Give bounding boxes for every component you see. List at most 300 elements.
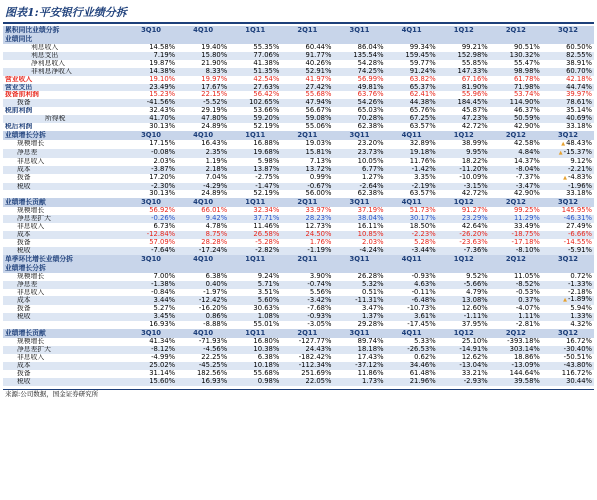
value-text: 5.60%: [257, 296, 280, 304]
table-row: [3, 190, 594, 198]
value-cell: [333, 52, 385, 60]
value-cell: [542, 289, 594, 297]
value-text: 50.59%: [513, 115, 540, 123]
value-cell: [177, 60, 229, 68]
value-cell: [386, 123, 438, 131]
value-cell: [438, 183, 490, 191]
value-cell: [125, 84, 177, 92]
value-text: 11.76%: [409, 157, 436, 165]
value-cell: [333, 76, 385, 84]
value-text: 41.97%: [305, 75, 332, 83]
value-cell: [125, 158, 177, 166]
value-text: 38.99%: [461, 139, 488, 148]
value-text: -2.81%: [515, 321, 540, 329]
value-text: 99.21%: [461, 44, 488, 51]
value-cell: [281, 99, 333, 107]
value-cell: [177, 140, 229, 149]
quarter-header-cell: 2Q12: [490, 255, 542, 264]
value-text: -3.15%: [463, 182, 488, 190]
value-cell: [177, 296, 229, 305]
value-text: 17.43%: [357, 353, 384, 361]
value-text: 42.72%: [461, 123, 488, 131]
value-text: 59.08%: [305, 115, 332, 123]
value-cell: [177, 289, 229, 297]
value-cell: [177, 115, 229, 123]
value-text: 10.85%: [357, 231, 384, 239]
value-text: 71.98%: [513, 83, 540, 91]
value-text: 37.95%: [461, 321, 488, 329]
quarter-header-cell: 2Q11: [281, 198, 333, 207]
section-header-row: [3, 26, 594, 35]
value-text: -26.20%: [459, 231, 488, 239]
value-text: 25.10%: [461, 338, 488, 346]
value-cell: [490, 91, 542, 99]
value-cell: [177, 362, 229, 370]
value-cell: [438, 354, 490, 362]
value-text: 19.87%: [149, 59, 176, 67]
quarter-header-cell: 3Q10: [125, 26, 177, 35]
value-text: 41.70%: [149, 115, 176, 123]
value-text: 13.87%: [253, 165, 280, 173]
value-cell: [542, 123, 594, 131]
table-row: [3, 149, 594, 158]
value-cell: [386, 346, 438, 354]
value-text: 11.29%: [513, 215, 540, 223]
value-text: 55.96%: [461, 91, 488, 99]
value-text: 9.24%: [257, 272, 280, 280]
table-row: [3, 338, 594, 346]
value-cell: [229, 91, 281, 99]
value-text: 40.69%: [566, 115, 592, 123]
value-cell: [333, 183, 385, 191]
value-cell: [333, 190, 385, 198]
value-text: 63.57%: [409, 190, 436, 198]
value-cell: [333, 273, 385, 281]
value-cell: [542, 149, 594, 158]
value-text: 24.50%: [305, 231, 332, 239]
value-text: -18.75%: [511, 231, 540, 239]
row-label: 利息收入: [31, 44, 59, 51]
table-row: [3, 370, 594, 378]
value-text: 91.77%: [305, 51, 332, 59]
value-cell: [281, 107, 333, 115]
value-text: 37.71%: [253, 215, 280, 223]
quarter-header-cell: 4Q11: [386, 198, 438, 207]
value-cell: [281, 52, 333, 60]
value-text: 23.73%: [357, 148, 384, 157]
value-cell: [490, 190, 542, 198]
value-cell: [542, 321, 594, 329]
value-text: 26.58%: [253, 231, 280, 239]
value-text: 26.28%: [357, 272, 384, 280]
value-text: 56.99%: [357, 75, 384, 83]
value-text: 40.26%: [305, 59, 332, 67]
value-text: 63.82%: [409, 75, 436, 83]
value-text: 49.81%: [357, 83, 384, 91]
value-cell: [490, 281, 542, 289]
quarter-header-cell: 2Q12: [490, 131, 542, 140]
value-cell: [125, 183, 177, 191]
value-text: -11.31%: [355, 296, 384, 304]
value-cell: [490, 183, 542, 191]
value-cell: [177, 231, 229, 239]
value-cell: [229, 44, 281, 52]
value-text: -0.11%: [411, 288, 436, 296]
value-cell: [281, 370, 333, 378]
value-text: 19.97%: [201, 75, 228, 83]
value-cell: [177, 166, 229, 174]
value-cell: [229, 115, 281, 123]
value-text: -1.47%: [255, 182, 280, 190]
value-cell: [125, 174, 177, 183]
value-cell: [438, 207, 490, 215]
value-cell: [333, 362, 385, 370]
value-text: 116.72%: [561, 369, 592, 377]
value-cell: [229, 370, 281, 378]
value-text: 16.80%: [253, 338, 280, 346]
value-cell: [333, 346, 385, 354]
row-label: 非息收入: [17, 353, 45, 361]
value-cell: [177, 149, 229, 158]
value-text: 56.67%: [305, 107, 332, 115]
value-cell: [542, 166, 594, 174]
value-text: -5.91%: [567, 246, 592, 254]
row-label: 规模增长: [17, 338, 45, 346]
value-text: -7.36%: [463, 246, 488, 254]
quarter-header-cell: 1Q11: [229, 255, 281, 264]
quarter-header-cell: 2Q11: [281, 329, 333, 338]
row-label: 税收: [3, 247, 125, 255]
value-cell: [542, 239, 594, 247]
row-label: 税收: [3, 378, 125, 386]
value-cell: [177, 215, 229, 223]
value-text: 53.74%: [513, 91, 540, 99]
value-cell: [438, 99, 490, 107]
quarter-header-cell: 1Q12: [438, 198, 490, 207]
value-cell: [386, 140, 438, 149]
value-text: 37.19%: [357, 207, 384, 215]
row-label: 成本: [3, 231, 125, 239]
table-row: [3, 231, 594, 239]
row-label: 成本: [3, 166, 125, 174]
value-cell: [125, 247, 177, 255]
section-header-label: 业绩增长分拆: [3, 131, 125, 140]
value-text: 22.25%: [201, 353, 228, 361]
value-text: 3.51%: [257, 288, 280, 296]
value-cell: [229, 231, 281, 239]
value-cell: [125, 91, 177, 99]
quarter-header-cell: [281, 264, 333, 273]
value-text: 19.18%: [409, 148, 436, 157]
value-cell: [281, 115, 333, 123]
value-text: 0.51%: [361, 288, 384, 296]
value-text: 42.90%: [513, 123, 540, 131]
value-cell: [438, 281, 490, 289]
value-text: 54.26%: [357, 99, 384, 107]
value-cell: [125, 215, 177, 223]
value-cell: [229, 321, 281, 329]
quarter-header-cell: 1Q12: [438, 329, 490, 338]
section-header-row: [3, 264, 594, 273]
quarter-header-cell: 2Q11: [281, 131, 333, 140]
value-text: -3.42%: [307, 296, 332, 304]
value-text: -127.77%: [298, 338, 332, 346]
value-cell: [438, 296, 490, 305]
value-text: 42.58%: [513, 139, 540, 148]
value-text: 31.14%: [149, 369, 176, 377]
value-cell: [229, 107, 281, 115]
value-cell: [125, 346, 177, 354]
value-text: -4.29%: [203, 182, 228, 190]
value-text: 7.04%: [205, 173, 228, 182]
value-cell: [490, 354, 542, 362]
quarter-header-cell: 4Q11: [386, 255, 438, 264]
value-text: 3.35%: [414, 173, 436, 182]
value-cell: [490, 305, 542, 313]
value-cell: [125, 44, 177, 52]
value-text: 144.64%: [509, 369, 540, 377]
value-text: 54.28%: [357, 59, 384, 67]
row-label: 税后利润: [5, 123, 33, 131]
value-text: -1.96%: [567, 182, 592, 190]
value-cell: [542, 215, 594, 223]
value-cell: [333, 123, 385, 131]
value-cell: [229, 215, 281, 223]
value-text: 52.19%: [253, 123, 280, 131]
value-cell: [542, 296, 594, 305]
value-cell: [125, 52, 177, 60]
value-text: -1.89%: [567, 296, 592, 304]
value-cell: [490, 174, 542, 183]
value-cell: [281, 91, 333, 99]
value-text: 33.49%: [513, 223, 540, 231]
value-cell: [125, 338, 177, 346]
quarter-header-cell: 4Q10: [177, 329, 229, 338]
value-cell: [177, 174, 229, 183]
value-text: 98.98%: [513, 67, 540, 75]
value-cell: [542, 305, 594, 313]
value-text: 10.18%: [253, 361, 280, 369]
value-cell: [386, 207, 438, 215]
value-text: 102.65%: [249, 99, 280, 107]
value-cell: [490, 346, 542, 354]
table-row: [3, 123, 594, 131]
value-cell: [542, 207, 594, 215]
value-cell: [125, 166, 177, 174]
flag-triangle-icon: ▲: [563, 174, 567, 181]
flag-triangle-icon: ▲: [563, 297, 567, 304]
value-text: 16.11%: [357, 223, 384, 231]
value-text: 5.56%: [309, 288, 332, 296]
value-text: -393.18%: [507, 338, 540, 346]
value-text: 66.01%: [201, 207, 228, 215]
value-text: 86.04%: [357, 44, 384, 51]
value-cell: [281, 158, 333, 166]
value-text: 55.68%: [253, 369, 280, 377]
value-text: -1.38%: [151, 280, 176, 288]
table-row: [3, 321, 594, 329]
value-text: 4.32%: [570, 321, 592, 329]
row-label: 利息支出: [3, 52, 125, 60]
value-text: 11.46%: [253, 223, 280, 231]
value-cell: [438, 149, 490, 158]
quarter-header-cell: 3Q12: [542, 26, 594, 35]
value-cell: [490, 289, 542, 297]
value-text: 15.60%: [149, 377, 176, 385]
value-cell: [438, 378, 490, 386]
value-cell: [177, 281, 229, 289]
value-text: 4.78%: [205, 223, 228, 231]
value-text: 4.84%: [518, 148, 540, 157]
value-text: 51.35%: [253, 67, 280, 75]
table-row: [3, 68, 594, 76]
value-text: -5.66%: [463, 280, 488, 288]
value-text: 1.11%: [518, 313, 540, 321]
value-text: 21.96%: [409, 377, 436, 385]
value-text: 4.79%: [466, 288, 488, 296]
value-cell: [281, 281, 333, 289]
value-text: 130.32%: [509, 51, 540, 59]
value-cell: [386, 273, 438, 281]
value-text: 29.19%: [201, 107, 228, 115]
row-label: 营业收入: [5, 75, 33, 83]
value-cell: [281, 44, 333, 52]
quarter-header-cell: [438, 264, 490, 273]
value-text: -0.84%: [151, 288, 176, 296]
performance-table: [3, 26, 594, 386]
value-cell: [333, 207, 385, 215]
value-text: 91.24%: [409, 67, 436, 75]
value-text: -14.91%: [459, 346, 488, 353]
value-cell: [438, 68, 490, 76]
value-text: 10.38%: [253, 346, 280, 353]
source-note: 来源:公司数据，国金证券研究所: [3, 389, 594, 399]
value-text: 9.95%: [466, 148, 488, 157]
value-text: 0.72%: [570, 272, 592, 280]
value-cell: [177, 305, 229, 313]
value-cell: [438, 239, 490, 247]
value-text: 5.28%: [414, 238, 436, 246]
value-cell: [229, 281, 281, 289]
value-cell: [229, 223, 281, 231]
table-row: [3, 166, 594, 174]
value-text: 67.25%: [409, 115, 436, 123]
value-text: -43.80%: [563, 361, 592, 369]
row-label: 拨备: [17, 369, 31, 377]
value-text: 3.47%: [361, 305, 384, 313]
value-text: 15.81%: [305, 148, 332, 157]
value-text: 22.15%: [201, 91, 228, 99]
value-cell: [542, 247, 594, 255]
value-text: 16.93%: [201, 377, 228, 385]
value-cell: [125, 68, 177, 76]
value-text: -0.26%: [151, 215, 176, 223]
value-cell: [490, 123, 542, 131]
value-text: -30.40%: [563, 346, 592, 353]
quarter-header-cell: 1Q11: [229, 329, 281, 338]
quarter-header-cell: 3Q12: [542, 329, 594, 338]
value-text: 1.27%: [361, 173, 384, 182]
value-cell: [125, 362, 177, 370]
table-row: [3, 107, 594, 115]
value-text: -4.83%: [567, 173, 592, 181]
value-text: 55.01%: [253, 321, 280, 329]
value-cell: [281, 215, 333, 223]
value-cell: [229, 239, 281, 247]
quarter-header-cell: 3Q11: [333, 198, 385, 207]
value-text: -182.42%: [298, 353, 332, 361]
value-cell: [490, 321, 542, 329]
value-cell: [542, 76, 594, 84]
value-text: 251.69%: [301, 369, 332, 377]
value-cell: [229, 123, 281, 131]
value-text: 14.58%: [149, 44, 176, 51]
value-text: 10.05%: [357, 157, 384, 165]
value-text: 42.18%: [566, 75, 592, 83]
quarter-header-cell: 2Q11: [281, 255, 333, 264]
value-text: -0.53%: [515, 288, 540, 296]
value-cell: [438, 84, 490, 92]
row-label: [3, 190, 125, 198]
value-text: 45.87%: [461, 107, 488, 115]
value-text: -4.56%: [203, 346, 228, 353]
value-cell: [386, 296, 438, 305]
value-cell: [333, 247, 385, 255]
value-cell: [542, 354, 594, 362]
value-cell: [125, 313, 177, 321]
value-text: 2.03%: [361, 238, 384, 246]
value-cell: [333, 223, 385, 231]
value-cell: [542, 44, 594, 52]
value-cell: [177, 346, 229, 354]
value-text: 61.78%: [513, 75, 540, 83]
value-text: 46.37%: [513, 107, 540, 115]
row-label: 成本: [3, 296, 125, 305]
flag-triangle-icon: ▲: [561, 140, 566, 147]
value-cell: [386, 305, 438, 313]
value-text: 30.63%: [253, 305, 280, 313]
value-text: -17.18%: [511, 238, 540, 246]
value-text: 56.92%: [149, 207, 176, 215]
value-text: 15.23%: [149, 91, 176, 99]
row-label: 拨备: [17, 238, 31, 246]
table-body: [3, 26, 594, 386]
value-cell: [490, 68, 542, 76]
quarter-header-cell: 3Q10: [125, 255, 177, 264]
table-row: [3, 99, 594, 107]
value-text: 51.73%: [409, 207, 436, 215]
value-cell: [229, 338, 281, 346]
quarter-header-cell: [177, 35, 229, 44]
value-cell: [177, 190, 229, 198]
value-cell: [386, 321, 438, 329]
section-header-label: 单季环比增长业绩分拆: [3, 255, 125, 264]
value-cell: [542, 338, 594, 346]
value-text: 17.20%: [149, 173, 176, 182]
value-cell: [125, 305, 177, 313]
value-text: -71.93%: [198, 338, 228, 346]
value-cell: [490, 239, 542, 247]
value-text: 63.76%: [357, 91, 384, 99]
table-row: [3, 378, 594, 386]
value-text: 22.05%: [305, 377, 332, 385]
value-cell: [281, 289, 333, 297]
value-text: 55.85%: [461, 59, 488, 67]
value-cell: [438, 115, 490, 123]
value-cell: [281, 174, 333, 183]
value-cell: [281, 166, 333, 174]
value-cell: [386, 174, 438, 183]
